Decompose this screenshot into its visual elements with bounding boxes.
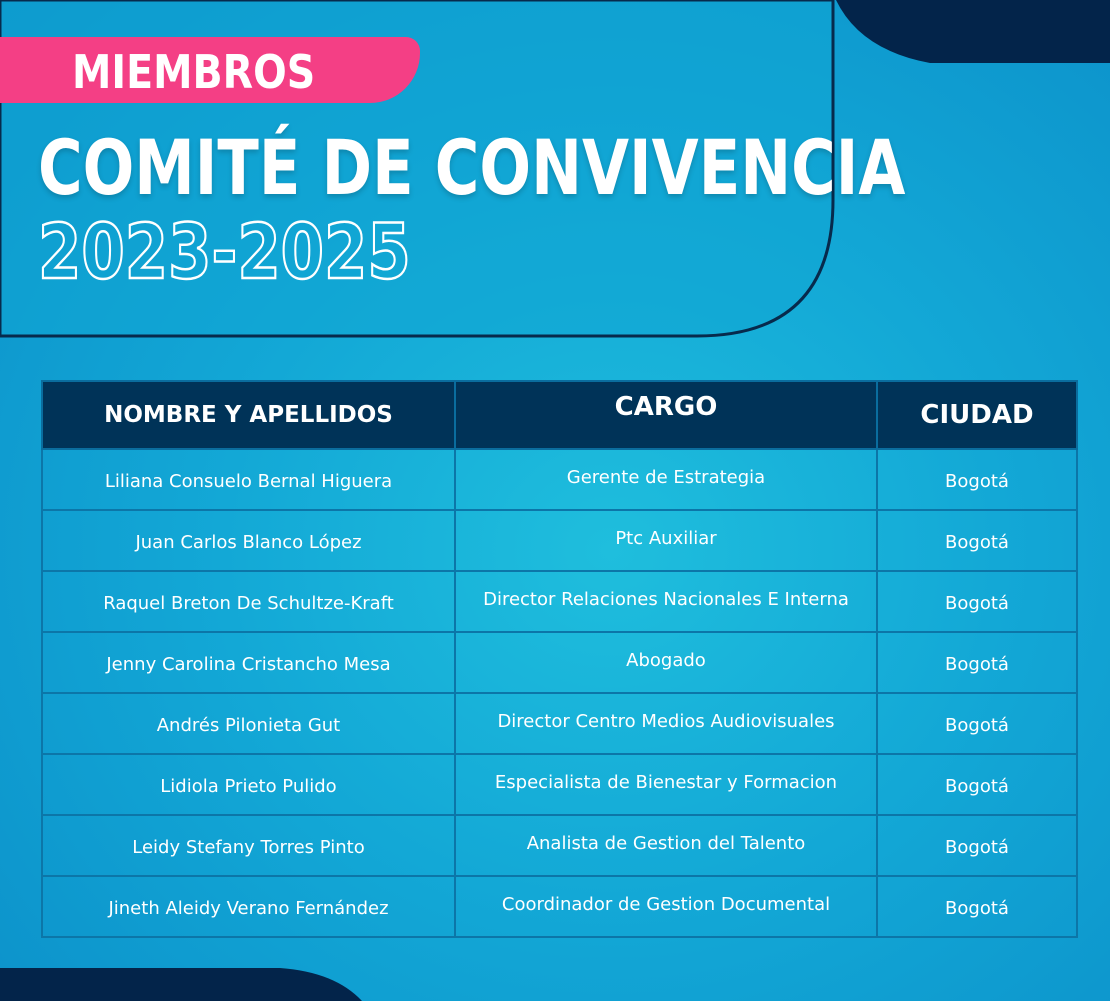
period-years: 2023-2025 [38, 207, 411, 296]
cell-cargo: Ptc Auxiliar [455, 510, 877, 571]
column-header-city: CIUDAD [877, 381, 1077, 449]
cell-name: Raquel Breton De Schultze-Kraft [42, 571, 455, 632]
cell-name: Jineth Aleidy Verano Fernández [42, 876, 455, 937]
members-table [41, 380, 1078, 938]
table-header-row [42, 381, 1077, 449]
cell-city: Bogotá [877, 754, 1077, 815]
cell-city: Bogotá [877, 510, 1077, 571]
cell-city: Bogotá [877, 815, 1077, 876]
cell-name: Andrés Pilonieta Gut [42, 693, 455, 754]
cell-cargo: Gerente de Estrategia [455, 449, 877, 510]
cell-name: Juan Carlos Blanco López [42, 510, 455, 571]
cell-cargo: Director Relaciones Nacionales E Interna [455, 571, 877, 632]
table-row [42, 754, 1077, 815]
cell-city: Bogotá [877, 632, 1077, 693]
page-title: COMITÉ DE CONVIVENCIA [38, 123, 906, 212]
column-header-cargo: CARGO [455, 381, 877, 449]
table-row [42, 571, 1077, 632]
cell-city: Bogotá [877, 449, 1077, 510]
cell-cargo: Analista de Gestion del Talento [455, 815, 877, 876]
cell-city: Bogotá [877, 876, 1077, 937]
corner-shape-bottom-left [0, 968, 362, 1001]
cell-name: Leidy Stefany Torres Pinto [42, 815, 455, 876]
cell-name: Jenny Carolina Cristancho Mesa [42, 632, 455, 693]
table-row [42, 876, 1077, 937]
cell-cargo: Coordinador de Gestion Documental [455, 876, 877, 937]
cell-city: Bogotá [877, 571, 1077, 632]
cell-name: Liliana Consuelo Bernal Higuera [42, 449, 455, 510]
cell-cargo: Especialista de Bienestar y Formacion [455, 754, 877, 815]
cell-cargo: Director Centro Medios Audiovisuales [455, 693, 877, 754]
column-header-name: NOMBRE Y APELLIDOS [42, 381, 455, 449]
cell-cargo: Abogado [455, 632, 877, 693]
cell-name: Lidiola Prieto Pulido [42, 754, 455, 815]
table-row [42, 632, 1077, 693]
corner-shape-top-right [836, 0, 1110, 63]
table-row [42, 815, 1077, 876]
cell-city: Bogotá [877, 693, 1077, 754]
members-label: MIEMBROS [72, 45, 316, 99]
members-table-container [41, 380, 1070, 938]
table-row [42, 510, 1077, 571]
table-row [42, 449, 1077, 510]
table-row [42, 693, 1077, 754]
